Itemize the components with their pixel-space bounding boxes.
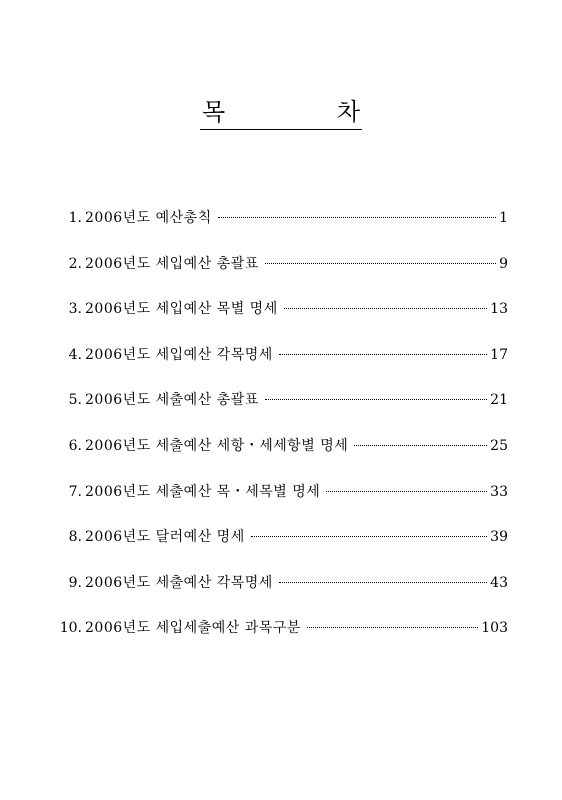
toc-entry-page: 21 bbox=[490, 392, 508, 409]
toc-entry-page: 9 bbox=[499, 255, 508, 272]
toc-entry-label: 2006년도 달러예산 명세 bbox=[85, 529, 245, 546]
toc-entry-10 bbox=[50, 610, 508, 656]
toc-entry-number: 1. bbox=[68, 210, 82, 226]
dot-leader bbox=[279, 582, 487, 583]
dot-leader bbox=[265, 399, 487, 400]
table-of-contents bbox=[50, 200, 508, 656]
toc-entry-4 bbox=[50, 337, 508, 383]
toc-entry-label: 2006년도 세출예산 총괄표 bbox=[85, 392, 259, 409]
page-title bbox=[200, 96, 362, 130]
dot-leader bbox=[218, 217, 496, 218]
toc-entry-page: 13 bbox=[490, 301, 508, 318]
toc-entry-page: 43 bbox=[490, 574, 508, 591]
toc-entry-label: 2006년도 세입예산 총괄표 bbox=[85, 255, 259, 272]
toc-entry-label: 2006년도 예산총칙 bbox=[85, 210, 212, 226]
toc-entry-page: 33 bbox=[490, 483, 508, 500]
dot-leader bbox=[279, 354, 487, 355]
toc-entry-5 bbox=[50, 382, 508, 428]
dot-leader bbox=[307, 627, 478, 628]
toc-entry-number: 4. bbox=[68, 346, 82, 363]
toc-entry-label: 2006년도 세출예산 세항・세세항별 명세 bbox=[85, 437, 349, 454]
toc-entry-number: 9. bbox=[68, 574, 82, 591]
toc-entry-number: 5. bbox=[68, 392, 82, 409]
toc-entry-number: 8. bbox=[68, 529, 82, 546]
toc-entry-label: 2006년도 세입예산 목별 명세 bbox=[85, 301, 278, 318]
toc-entry-7 bbox=[50, 474, 508, 520]
toc-entry-number: 2. bbox=[68, 255, 82, 272]
toc-entry-page: 103 bbox=[481, 620, 508, 637]
toc-entry-page: 1 bbox=[499, 210, 508, 226]
toc-entry-page: 17 bbox=[490, 346, 508, 363]
toc-entry-label: 2006년도 세입세출예산 과목구분 bbox=[85, 620, 301, 637]
toc-entry-9 bbox=[50, 565, 508, 611]
dot-leader bbox=[326, 491, 487, 492]
toc-entry-2 bbox=[50, 246, 508, 292]
dot-leader bbox=[265, 263, 496, 264]
toc-entry-label: 2006년도 세출예산 목・세목별 명세 bbox=[85, 483, 321, 500]
toc-entry-number: 10. bbox=[59, 620, 82, 637]
toc-entry-label: 2006년도 세출예산 각목명세 bbox=[85, 574, 273, 591]
dot-leader bbox=[354, 445, 487, 446]
toc-entry-number: 7. bbox=[68, 483, 82, 500]
title-char-1: 목 bbox=[202, 98, 226, 126]
toc-entry-label: 2006년도 세입예산 각목명세 bbox=[85, 346, 273, 363]
title-char-2: 차 bbox=[336, 98, 360, 126]
toc-entry-page: 25 bbox=[490, 437, 508, 454]
toc-entry-number: 3. bbox=[68, 301, 82, 318]
dot-leader bbox=[251, 536, 487, 537]
toc-entry-8 bbox=[50, 519, 508, 565]
toc-entry-6 bbox=[50, 428, 508, 474]
toc-entry-1 bbox=[50, 200, 508, 246]
toc-entry-page: 39 bbox=[490, 529, 508, 546]
toc-entry-number: 6. bbox=[68, 437, 82, 454]
dot-leader bbox=[284, 308, 487, 309]
toc-entry-3 bbox=[50, 291, 508, 337]
